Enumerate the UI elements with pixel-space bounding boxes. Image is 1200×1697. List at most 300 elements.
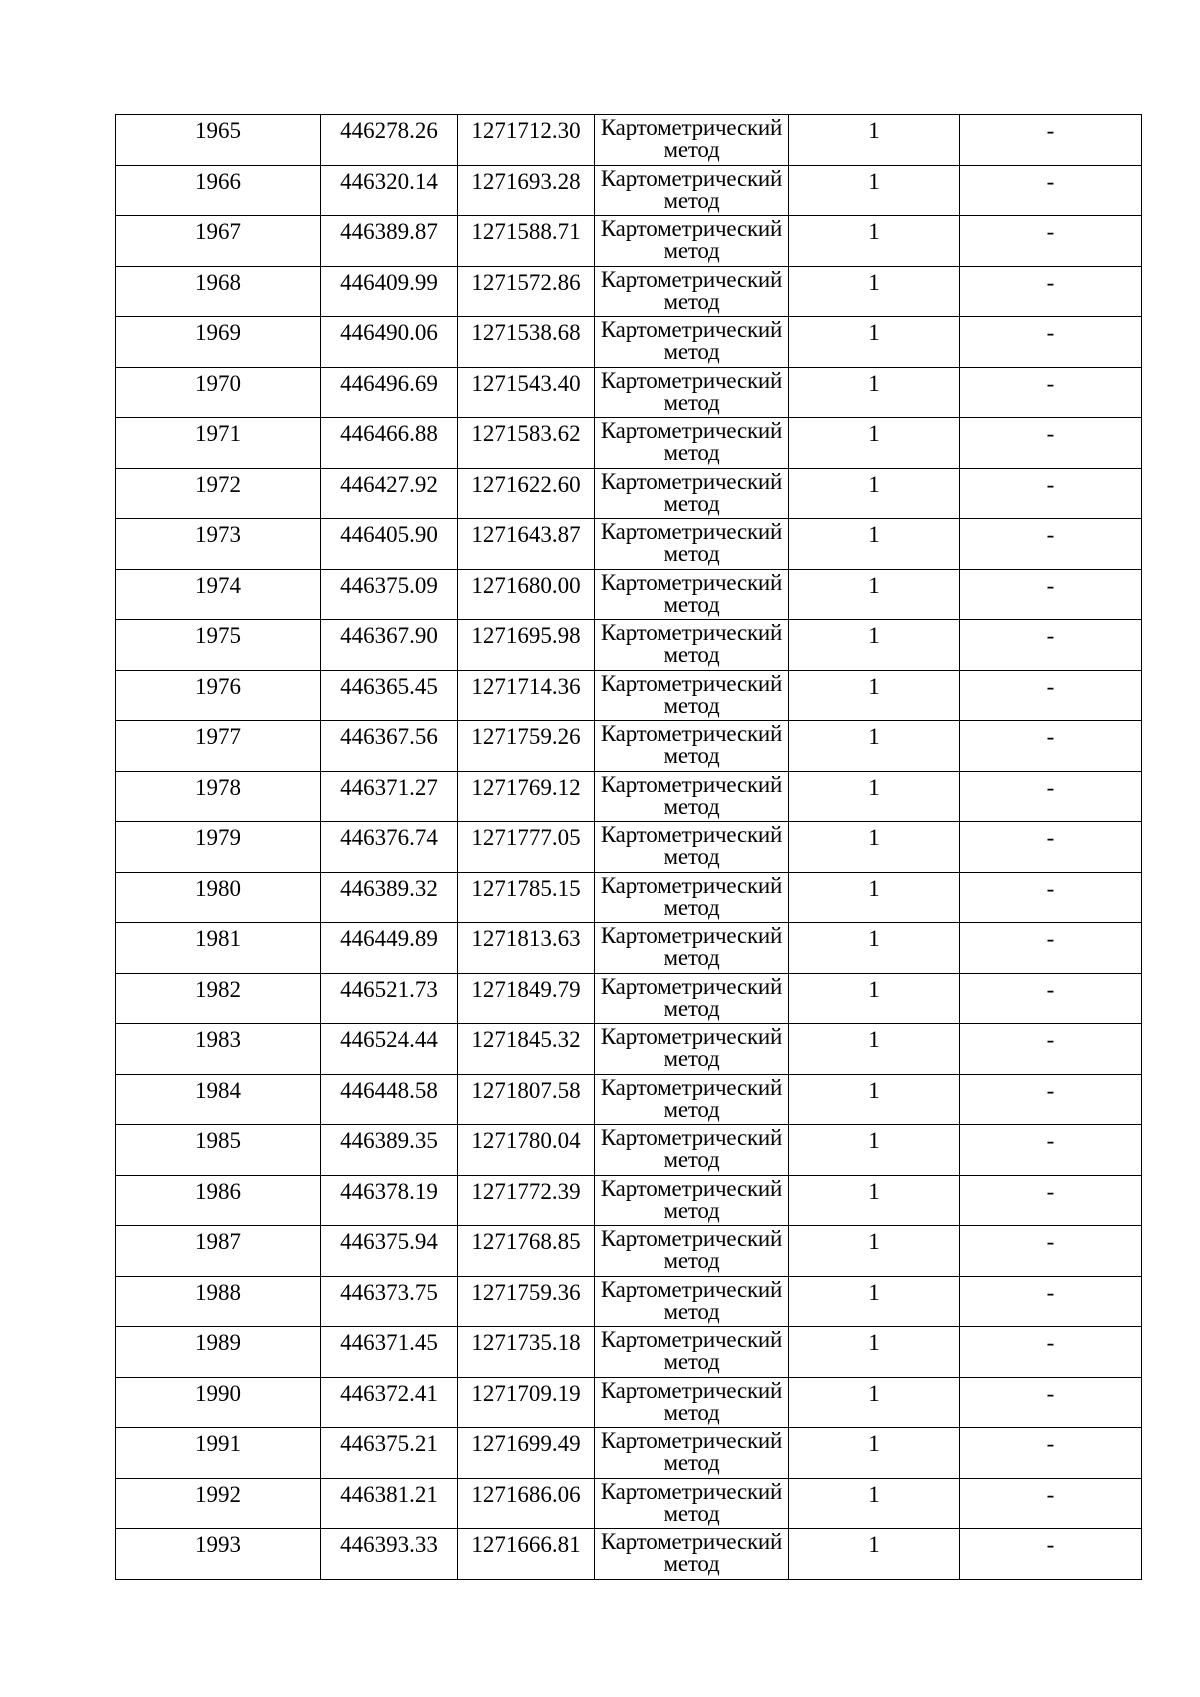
- x-coordinate-cell-text: 446490.06: [340, 320, 438, 345]
- table-row: [116, 1276, 1142, 1327]
- method-cell-text: Картометрический метод: [600, 923, 783, 970]
- method-cell-text: Картометрический метод: [600, 1327, 783, 1374]
- note-cell-text: -: [1046, 1279, 1055, 1305]
- note-cell: [960, 670, 1142, 721]
- x-coordinate-cell: [321, 266, 458, 317]
- x-coordinate-cell-text: 446376.74: [340, 825, 438, 850]
- method-cell-text: Картометрический метод: [600, 1428, 783, 1475]
- method-cell: [595, 1074, 789, 1125]
- y-coordinate-cell: [458, 266, 595, 317]
- point-number-cell: [116, 569, 321, 620]
- method-cell: [595, 1478, 789, 1529]
- table-row: [116, 468, 1142, 519]
- note-cell-text: -: [1046, 926, 1055, 951]
- accuracy-cell: [789, 418, 960, 469]
- point-number-cell: [116, 1226, 321, 1277]
- method-cell: [595, 115, 789, 166]
- method-cell: [595, 317, 789, 368]
- table-row: [116, 266, 1142, 317]
- method-cell: [595, 923, 789, 974]
- accuracy-cell-text: 1: [868, 623, 880, 648]
- y-coordinate-cell: [458, 367, 595, 418]
- method-cell-text: Картометрический метод: [600, 317, 783, 364]
- table-row: [116, 367, 1142, 418]
- x-coordinate-cell-text: 446448.58: [340, 1077, 438, 1103]
- point-number-cell-text: 1977: [195, 724, 241, 749]
- y-coordinate-cell-text: 1271666.81: [471, 1532, 581, 1557]
- accuracy-cell-text: 1: [868, 673, 880, 699]
- method-cell: [595, 216, 789, 267]
- x-coordinate-cell-text: 446320.14: [340, 168, 438, 194]
- note-cell-text: -: [1046, 269, 1055, 295]
- method-cell: [595, 1529, 789, 1580]
- note-cell: [960, 418, 1142, 469]
- point-number-cell-text: 1975: [195, 623, 241, 648]
- y-coordinate-cell-text: 1271709.19: [471, 1380, 581, 1406]
- method-cell-text: Картометрический метод: [600, 822, 783, 869]
- x-coordinate-cell-text: 446278.26: [340, 118, 438, 143]
- point-number-cell-text: 1992: [195, 1481, 241, 1507]
- accuracy-cell-text: 1: [868, 269, 880, 295]
- note-cell-text: -: [1046, 370, 1055, 396]
- point-number-cell: [116, 1024, 321, 1075]
- note-cell-text: -: [1046, 1431, 1055, 1456]
- x-coordinate-cell: [321, 1125, 458, 1176]
- x-coordinate-cell-text: 446393.33: [340, 1532, 438, 1557]
- accuracy-cell: [789, 670, 960, 721]
- x-coordinate-cell-text: 446367.90: [340, 623, 438, 648]
- note-cell: [960, 1226, 1142, 1277]
- x-coordinate-cell-text: 446427.92: [340, 471, 438, 497]
- point-number-cell-text: 1993: [195, 1532, 241, 1557]
- y-coordinate-cell-text: 1271693.28: [471, 168, 581, 194]
- y-coordinate-cell-text: 1271695.98: [471, 623, 581, 648]
- accuracy-cell: [789, 519, 960, 570]
- method-cell: [595, 872, 789, 923]
- y-coordinate-cell-text: 1271813.63: [471, 926, 581, 951]
- accuracy-cell-text: 1: [868, 1380, 880, 1406]
- method-cell: [595, 822, 789, 873]
- note-cell: [960, 1327, 1142, 1378]
- accuracy-cell: [789, 1377, 960, 1428]
- y-coordinate-cell: [458, 923, 595, 974]
- table-row: [116, 1478, 1142, 1529]
- point-number-cell: [116, 519, 321, 570]
- note-cell-text: -: [1046, 1481, 1055, 1507]
- method-cell-text: Картометрический метод: [600, 872, 783, 920]
- x-coordinate-cell-text: 446375.94: [340, 1229, 438, 1254]
- point-number-cell-text: 1986: [195, 1178, 241, 1204]
- point-number-cell-text: 1972: [195, 471, 241, 497]
- y-coordinate-cell: [458, 468, 595, 519]
- x-coordinate-cell: [321, 872, 458, 923]
- note-cell: [960, 721, 1142, 772]
- note-cell: [960, 1074, 1142, 1125]
- point-number-cell: [116, 1327, 321, 1378]
- method-cell: [595, 367, 789, 418]
- point-number-cell-text: 1974: [195, 572, 241, 598]
- x-coordinate-cell-text: 446496.69: [340, 370, 438, 396]
- table-row: [116, 1074, 1142, 1125]
- note-cell-text: -: [1046, 168, 1055, 194]
- table-row: [116, 519, 1142, 570]
- note-cell-text: -: [1046, 118, 1055, 143]
- table-row: [116, 216, 1142, 267]
- point-number-cell: [116, 1428, 321, 1479]
- x-coordinate-cell: [321, 165, 458, 216]
- note-cell-text: -: [1046, 976, 1055, 1002]
- y-coordinate-cell-text: 1271714.36: [471, 673, 581, 699]
- point-number-cell: [116, 721, 321, 772]
- x-coordinate-cell-text: 446449.89: [340, 926, 438, 951]
- note-cell-text: -: [1046, 1330, 1055, 1355]
- accuracy-cell: [789, 569, 960, 620]
- point-number-cell: [116, 771, 321, 822]
- table-row: [116, 721, 1142, 772]
- y-coordinate-cell: [458, 115, 595, 166]
- method-cell: [595, 1125, 789, 1176]
- method-cell: [595, 1024, 789, 1075]
- table-row: [116, 1377, 1142, 1428]
- y-coordinate-cell-text: 1271680.00: [471, 572, 581, 598]
- note-cell: [960, 620, 1142, 671]
- y-coordinate-cell: [458, 1478, 595, 1529]
- accuracy-cell-text: 1: [868, 1532, 880, 1557]
- y-coordinate-cell-text: 1271622.60: [471, 471, 581, 497]
- accuracy-cell-text: 1: [868, 1229, 880, 1254]
- x-coordinate-cell: [321, 1226, 458, 1277]
- point-number-cell-text: 1981: [195, 926, 241, 951]
- method-cell-text: Картометрический метод: [600, 115, 783, 162]
- table-row: [116, 1428, 1142, 1479]
- accuracy-cell: [789, 822, 960, 873]
- table-row: [116, 165, 1142, 216]
- method-cell-text: Картометрический метод: [600, 1175, 783, 1223]
- table-row: [116, 1327, 1142, 1378]
- accuracy-cell: [789, 165, 960, 216]
- point-number-cell: [116, 1125, 321, 1176]
- y-coordinate-cell: [458, 771, 595, 822]
- method-cell: [595, 468, 789, 519]
- point-number-cell-text: 1971: [195, 421, 241, 446]
- y-coordinate-cell: [458, 317, 595, 368]
- accuracy-cell-text: 1: [868, 1077, 880, 1103]
- x-coordinate-cell: [321, 1327, 458, 1378]
- table-row: [116, 973, 1142, 1024]
- method-cell-text: Картометрический метод: [600, 519, 783, 566]
- point-number-cell-text: 1976: [195, 673, 241, 699]
- point-number-cell: [116, 1276, 321, 1327]
- x-coordinate-cell-text: 446521.73: [340, 976, 438, 1002]
- method-cell-text: Картометрический метод: [600, 670, 783, 718]
- y-coordinate-cell-text: 1271769.12: [471, 774, 581, 800]
- y-coordinate-cell: [458, 1226, 595, 1277]
- y-coordinate-cell-text: 1271785.15: [471, 875, 581, 901]
- x-coordinate-cell-text: 446524.44: [340, 1027, 438, 1052]
- accuracy-cell-text: 1: [868, 118, 880, 143]
- method-cell: [595, 973, 789, 1024]
- note-cell-text: -: [1046, 219, 1055, 244]
- method-cell-text: Картометрический метод: [600, 1377, 783, 1425]
- y-coordinate-cell-text: 1271686.06: [471, 1481, 581, 1507]
- point-number-cell: [116, 1529, 321, 1580]
- point-number-cell-text: 1985: [195, 1128, 241, 1153]
- x-coordinate-cell-text: 446389.35: [340, 1128, 438, 1153]
- note-cell: [960, 771, 1142, 822]
- accuracy-cell-text: 1: [868, 1178, 880, 1204]
- note-cell: [960, 1276, 1142, 1327]
- note-cell-text: -: [1046, 421, 1055, 446]
- method-cell-text: Картометрический метод: [600, 418, 783, 465]
- y-coordinate-cell: [458, 519, 595, 570]
- accuracy-cell-text: 1: [868, 1027, 880, 1052]
- y-coordinate-cell: [458, 620, 595, 671]
- note-cell: [960, 1377, 1142, 1428]
- y-coordinate-cell: [458, 1529, 595, 1580]
- note-cell: [960, 115, 1142, 166]
- accuracy-cell-text: 1: [868, 976, 880, 1002]
- point-number-cell-text: 1988: [195, 1279, 241, 1305]
- point-number-cell-text: 1984: [195, 1077, 241, 1103]
- method-cell: [595, 165, 789, 216]
- x-coordinate-cell-text: 446375.21: [340, 1431, 438, 1456]
- point-number-cell-text: 1987: [195, 1229, 241, 1254]
- method-cell: [595, 1175, 789, 1226]
- y-coordinate-cell-text: 1271768.85: [471, 1229, 581, 1254]
- table-row: [116, 1024, 1142, 1075]
- x-coordinate-cell: [321, 569, 458, 620]
- method-cell: [595, 1276, 789, 1327]
- y-coordinate-cell-text: 1271780.04: [471, 1128, 581, 1153]
- y-coordinate-cell-text: 1271699.49: [471, 1431, 581, 1456]
- accuracy-cell-text: 1: [868, 522, 880, 547]
- note-cell: [960, 569, 1142, 620]
- note-cell: [960, 266, 1142, 317]
- accuracy-cell-text: 1: [868, 774, 880, 800]
- y-coordinate-cell-text: 1271845.32: [471, 1027, 581, 1052]
- method-cell-text: Картометрический метод: [600, 266, 783, 314]
- y-coordinate-cell: [458, 670, 595, 721]
- accuracy-cell: [789, 367, 960, 418]
- note-cell-text: -: [1046, 1229, 1055, 1254]
- note-cell-text: -: [1046, 623, 1055, 648]
- note-cell: [960, 1529, 1142, 1580]
- y-coordinate-cell-text: 1271735.18: [471, 1330, 581, 1355]
- table-row: [116, 620, 1142, 671]
- method-cell-text: Картометрический метод: [600, 973, 783, 1021]
- accuracy-cell: [789, 317, 960, 368]
- accuracy-cell: [789, 1276, 960, 1327]
- point-number-cell: [116, 923, 321, 974]
- accuracy-cell-text: 1: [868, 1330, 880, 1355]
- point-number-cell-text: 1967: [195, 219, 241, 244]
- note-cell: [960, 1175, 1142, 1226]
- method-cell-text: Картометрический метод: [600, 1276, 783, 1324]
- x-coordinate-cell-text: 446389.87: [340, 219, 438, 244]
- y-coordinate-cell-text: 1271759.36: [471, 1279, 581, 1305]
- note-cell-text: -: [1046, 1027, 1055, 1052]
- y-coordinate-cell: [458, 1428, 595, 1479]
- method-cell-text: Картометрический метод: [600, 1529, 783, 1576]
- accuracy-cell: [789, 468, 960, 519]
- note-cell-text: -: [1046, 1178, 1055, 1204]
- x-coordinate-cell: [321, 1175, 458, 1226]
- accuracy-cell: [789, 923, 960, 974]
- point-number-cell: [116, 216, 321, 267]
- point-number-cell: [116, 822, 321, 873]
- note-cell-text: -: [1046, 522, 1055, 547]
- x-coordinate-cell: [321, 468, 458, 519]
- method-cell: [595, 569, 789, 620]
- y-coordinate-cell: [458, 1276, 595, 1327]
- method-cell-text: Картометрический метод: [600, 1024, 783, 1071]
- y-coordinate-cell: [458, 1125, 595, 1176]
- point-number-cell: [116, 165, 321, 216]
- y-coordinate-cell: [458, 216, 595, 267]
- note-cell-text: -: [1046, 825, 1055, 850]
- method-cell: [595, 519, 789, 570]
- method-cell-text: Картометрический метод: [600, 1478, 783, 1526]
- table-row: [116, 1529, 1142, 1580]
- method-cell-text: Картометрический метод: [600, 569, 783, 617]
- x-coordinate-cell: [321, 822, 458, 873]
- y-coordinate-cell: [458, 872, 595, 923]
- x-coordinate-cell: [321, 721, 458, 772]
- accuracy-cell: [789, 1175, 960, 1226]
- note-cell-text: -: [1046, 1077, 1055, 1103]
- table-row: [116, 1175, 1142, 1226]
- point-number-cell: [116, 468, 321, 519]
- y-coordinate-cell: [458, 721, 595, 772]
- note-cell-text: -: [1046, 875, 1055, 901]
- note-cell: [960, 165, 1142, 216]
- note-cell-text: -: [1046, 320, 1055, 345]
- point-number-cell-text: 1969: [195, 320, 241, 345]
- note-cell: [960, 822, 1142, 873]
- x-coordinate-cell: [321, 973, 458, 1024]
- coordinates-table-body: [116, 115, 1142, 1580]
- y-coordinate-cell-text: 1271572.86: [471, 269, 581, 295]
- coordinates-table: [115, 114, 1142, 1580]
- note-cell: [960, 367, 1142, 418]
- x-coordinate-cell: [321, 1377, 458, 1428]
- y-coordinate-cell: [458, 1175, 595, 1226]
- point-number-cell-text: 1978: [195, 774, 241, 800]
- method-cell: [595, 1226, 789, 1277]
- method-cell: [595, 1428, 789, 1479]
- note-cell: [960, 519, 1142, 570]
- x-coordinate-cell-text: 446378.19: [340, 1178, 438, 1204]
- accuracy-cell: [789, 620, 960, 671]
- x-coordinate-cell: [321, 367, 458, 418]
- accuracy-cell: [789, 115, 960, 166]
- y-coordinate-cell-text: 1271543.40: [471, 370, 581, 396]
- point-number-cell-text: 1989: [195, 1330, 241, 1355]
- note-cell-text: -: [1046, 774, 1055, 800]
- method-cell: [595, 771, 789, 822]
- point-number-cell: [116, 1074, 321, 1125]
- accuracy-cell: [789, 872, 960, 923]
- x-coordinate-cell: [321, 519, 458, 570]
- table-row: [116, 1226, 1142, 1277]
- accuracy-cell-text: 1: [868, 370, 880, 396]
- x-coordinate-cell-text: 446365.45: [340, 673, 438, 699]
- note-cell-text: -: [1046, 572, 1055, 598]
- method-cell-text: Картометрический метод: [600, 165, 783, 213]
- method-cell: [595, 670, 789, 721]
- accuracy-cell: [789, 1074, 960, 1125]
- method-cell-text: Картометрический метод: [600, 216, 783, 263]
- x-coordinate-cell: [321, 1478, 458, 1529]
- method-cell: [595, 266, 789, 317]
- x-coordinate-cell: [321, 418, 458, 469]
- table-row: [116, 670, 1142, 721]
- y-coordinate-cell-text: 1271538.68: [471, 320, 581, 345]
- note-cell-text: -: [1046, 724, 1055, 749]
- note-cell-text: -: [1046, 1380, 1055, 1406]
- table-row: [116, 822, 1142, 873]
- x-coordinate-cell-text: 446375.09: [340, 572, 438, 598]
- point-number-cell: [116, 670, 321, 721]
- accuracy-cell-text: 1: [868, 421, 880, 446]
- method-cell-text: Картометрический метод: [600, 721, 783, 768]
- method-cell-text: Картометрический метод: [600, 1125, 783, 1172]
- y-coordinate-cell: [458, 1377, 595, 1428]
- table-row: [116, 923, 1142, 974]
- y-coordinate-cell-text: 1271712.30: [471, 118, 581, 143]
- method-cell: [595, 620, 789, 671]
- point-number-cell: [116, 418, 321, 469]
- point-number-cell-text: 1982: [195, 976, 241, 1002]
- y-coordinate-cell-text: 1271588.71: [471, 219, 581, 244]
- x-coordinate-cell: [321, 1276, 458, 1327]
- note-cell-text: -: [1046, 1128, 1055, 1153]
- table-row: [116, 1125, 1142, 1176]
- accuracy-cell-text: 1: [868, 572, 880, 598]
- x-coordinate-cell-text: 446371.45: [340, 1330, 438, 1355]
- y-coordinate-cell: [458, 1327, 595, 1378]
- x-coordinate-cell: [321, 1024, 458, 1075]
- x-coordinate-cell: [321, 1074, 458, 1125]
- accuracy-cell-text: 1: [868, 1481, 880, 1507]
- method-cell-text: Картометрический метод: [600, 1074, 783, 1122]
- method-cell-text: Картометрический метод: [600, 771, 783, 819]
- point-number-cell: [116, 266, 321, 317]
- y-coordinate-cell-text: 1271807.58: [471, 1077, 581, 1103]
- note-cell: [960, 1125, 1142, 1176]
- y-coordinate-cell-text: 1271772.39: [471, 1178, 581, 1204]
- accuracy-cell: [789, 771, 960, 822]
- x-coordinate-cell-text: 446372.41: [340, 1380, 438, 1406]
- accuracy-cell: [789, 1529, 960, 1580]
- point-number-cell-text: 1966: [195, 168, 241, 194]
- x-coordinate-cell: [321, 670, 458, 721]
- note-cell: [960, 468, 1142, 519]
- x-coordinate-cell: [321, 1428, 458, 1479]
- accuracy-cell-text: 1: [868, 926, 880, 951]
- point-number-cell-text: 1991: [195, 1431, 241, 1456]
- x-coordinate-cell: [321, 216, 458, 267]
- method-cell-text: Картометрический метод: [600, 620, 783, 667]
- point-number-cell-text: 1968: [195, 269, 241, 295]
- x-coordinate-cell: [321, 1529, 458, 1580]
- y-coordinate-cell: [458, 1024, 595, 1075]
- point-number-cell-text: 1980: [195, 875, 241, 901]
- y-coordinate-cell-text: 1271849.79: [471, 976, 581, 1002]
- x-coordinate-cell-text: 446389.32: [340, 875, 438, 901]
- accuracy-cell: [789, 721, 960, 772]
- accuracy-cell: [789, 216, 960, 267]
